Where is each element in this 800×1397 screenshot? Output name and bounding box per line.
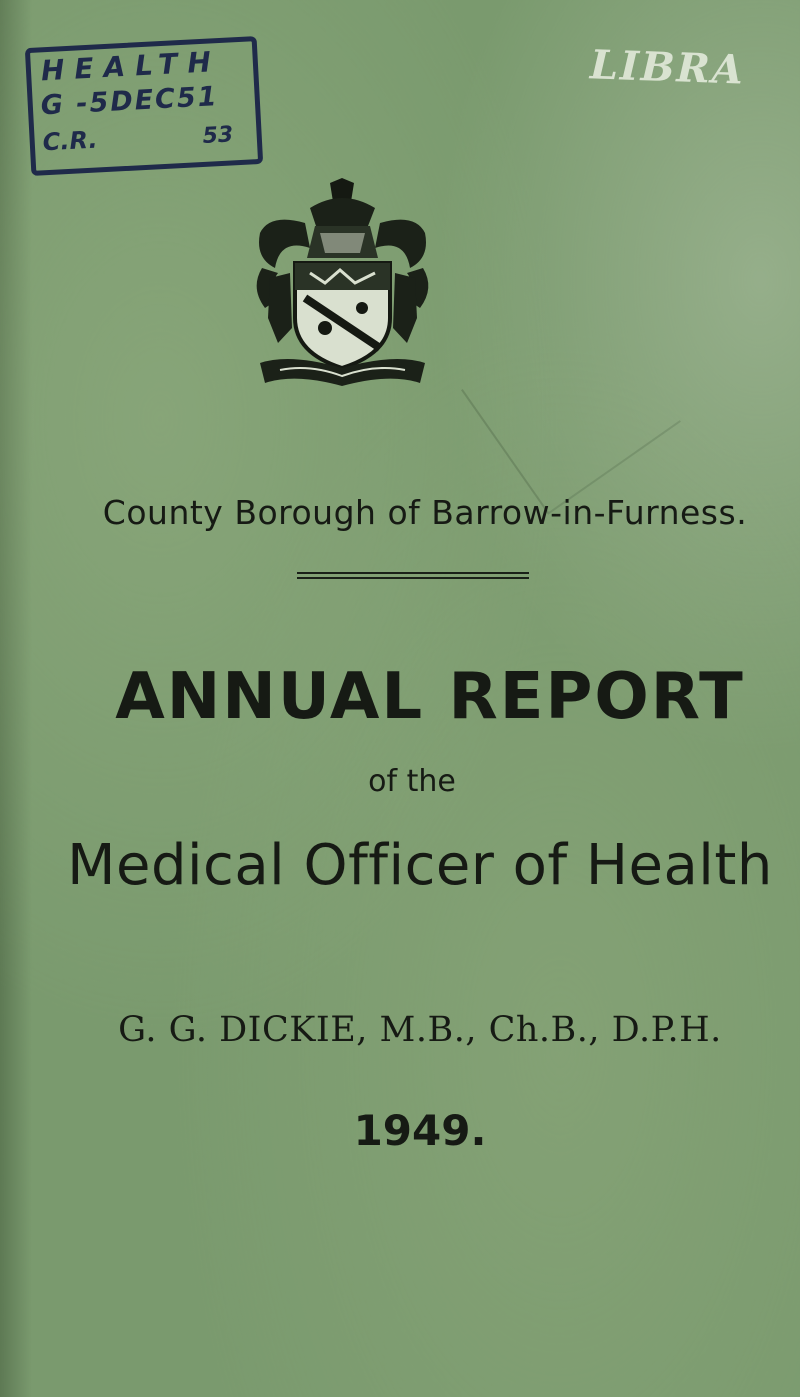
double-rule-divider: [297, 572, 529, 582]
heading-connector: of the: [368, 764, 456, 799]
stamp-initials: C.R.: [42, 125, 99, 157]
stamp-date: G -5DEC51: [40, 81, 220, 122]
faint-stamp-impression: [461, 297, 681, 514]
office-title: Medical Officer of Health: [67, 833, 773, 898]
stamp-number: 53: [202, 122, 234, 149]
library-stamp: LIBRA: [589, 41, 746, 94]
report-heading: ANNUAL REPORT: [115, 660, 745, 734]
stamp-department: HEALTH: [40, 44, 222, 88]
received-date-stamp: [25, 36, 263, 176]
report-year: 1949.: [353, 1106, 487, 1155]
coat-of-arms-icon: [250, 178, 435, 388]
borough-name: County Borough of Barrow-in-Furness.: [102, 493, 748, 532]
author-name: G. G. DICKIE, M.B., Ch.B., D.P.H.: [118, 1010, 722, 1050]
